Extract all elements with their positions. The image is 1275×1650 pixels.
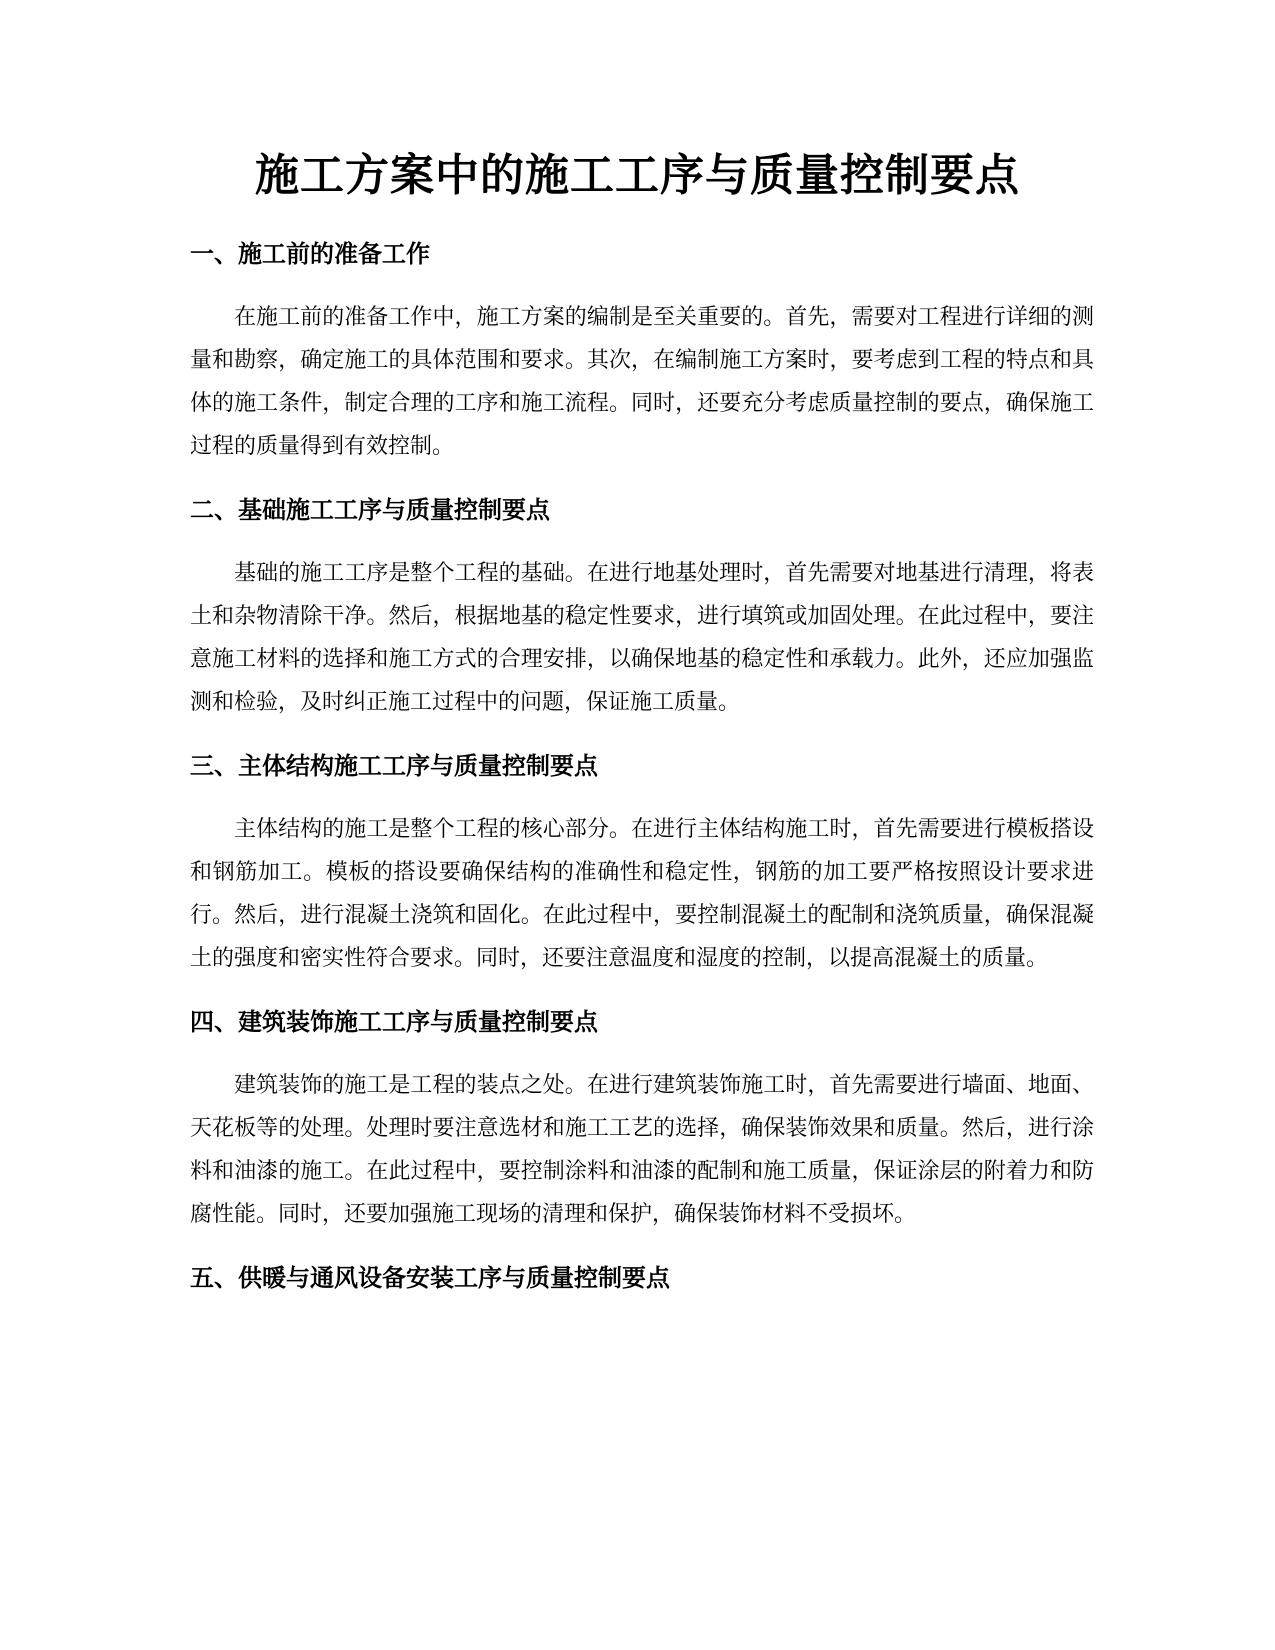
section-paragraph: 在施工前的准备工作中，施工方案的编制是至关重要的。首先，需要对工程进行详细的测量和勘察，确定施工的具体范围和要求。其次，在编制施工方案时，要考虑到工程的特点和具体的施工条件，制定合理的工序和施工流程。同时，还要充分考虑质量控制的要点，确保施工过程的质量得到有效控制。	[190, 305, 1094, 459]
section-heading: 一、施工前的准备工作	[190, 240, 430, 268]
section-main-structure	[190, 748, 1094, 980]
section-heading: 三、主体结构施工工序与质量控制要点	[190, 752, 598, 780]
section-decoration	[190, 1004, 1094, 1236]
section-paragraph: 主体结构的施工是整个工程的核心部分。在进行主体结构施工时，首先需要进行模板搭设和钢筋加工。模板的搭设要确保结构的准确性和稳定性，钢筋的加工要严格按照设计要求进行。然后，进行混凝土浇筑和固化。在此过程中，要控制混凝土的配制和浇筑质量，确保混凝土的强度和密实性符合要求。同时，还要注意温度和湿度的控制，以提高混凝土的质量。	[190, 817, 1094, 971]
document-title: 施工方案中的施工工序与质量控制要点	[255, 150, 1020, 201]
section-foundation	[190, 492, 1094, 724]
section-paragraph: 基础的施工工序是整个工程的基础。在进行地基处理时，首先需要对地基进行清理，将表土和杂物清除干净。然后，根据地基的稳定性要求，进行填筑或加固处理。在此过程中，要注意施工材料的选择和施工方式的合理安排，以确保地基的稳定性和承载力。此外，还应加强监测和检验，及时纠正施工过程中的问题，保证施工质量。	[190, 561, 1094, 715]
section-preparation	[190, 236, 1094, 468]
section-heading: 二、基础施工工序与质量控制要点	[190, 496, 550, 524]
document-body	[190, 236, 1094, 1320]
section-heading: 五、供暖与通风设备安装工序与质量控制要点	[190, 1264, 670, 1292]
section-paragraph: 建筑装饰的施工是工程的装点之处。在进行建筑装饰施工时，首先需要进行墙面、地面、天花板等的处理。处理时要注意选材和施工工艺的选择，确保装饰效果和质量。然后，进行涂料和油漆的施工。在此过程中，要控制涂料和油漆的配制和施工质量，保证涂层的附着力和防腐性能。同时，还要加强施工现场的清理和保护，确保装饰材料不受损坏。	[190, 1073, 1094, 1227]
section-heading: 四、建筑装饰施工工序与质量控制要点	[190, 1008, 598, 1036]
section-hvac	[190, 1260, 1094, 1296]
